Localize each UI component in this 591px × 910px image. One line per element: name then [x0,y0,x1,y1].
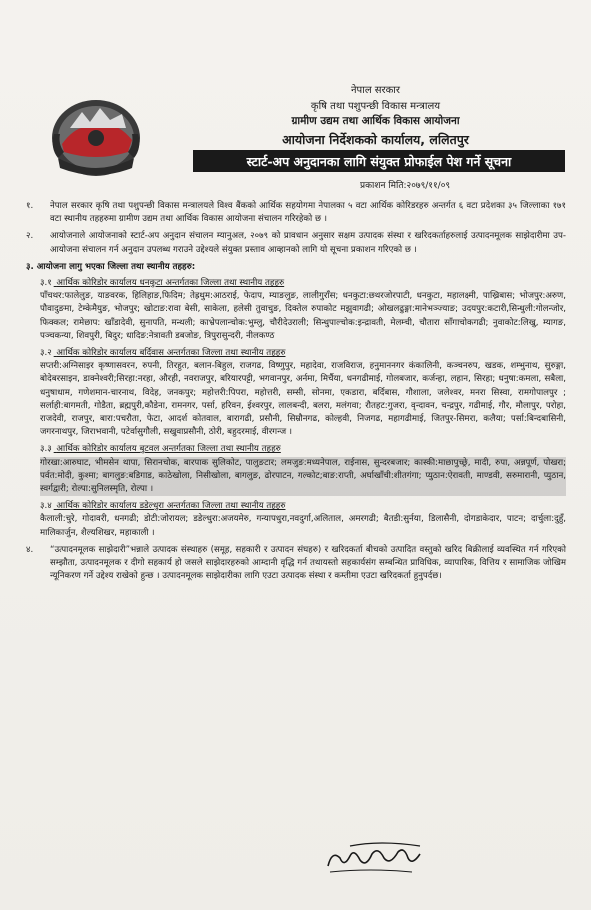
subsection-title [40,443,566,456]
section-3-2 [40,347,566,439]
district-list-highlighted: गोरखा:आरुघाट, भीमसेन थापा, सिरानचोक, बारपाक सुलिकोट, पालुङटार; लमजुङ:मध्यनेपाल, राईनास, सुन्दरबजार; कास्की:माछापुच्छ्रे, मादी, रुपा, अन्नपूर्ण, पोखरा; पर्वत:मोदी, कुश्मा; बागलुङ:बडिगाड, काठेखोला, निसीखोला, बागलुङ, ढोरपाटन, गल्कोट;बाङ:राप्ती, अर्घाखाँची:शीतगंगा; प्युठान:ऐरावती, माण्डवी, सरुमारानी, प्युठान, स्वर्गद्वारी; रोल्पा:सुनिलस्मृति, रोल्पा । [40,457,566,497]
letterhead [0,0,591,190]
section-3-4 [40,500,566,540]
district-list: कैलाली:चुरे, गोदावरी, धनगढी; डोटी:जोरायल; डडेल्धुरा:अजयमेरु, गन्यापधुरा,नवदुर्गा,अलिताल, अमरगढी; बैतडी:सुर्नया, डिलासैनी, दोगडाकेदार, पाटन; दार्चुला:दुहुँ, मालिकार्जुन, शैल्यशिखर, महाकाली । [40,514,566,538]
paragraph-text: आयोजनाले आयोजनाको स्टार्ट-अप अनुदान संचालन म्यानुअल, २०७९ को प्रावधान अनुसार सक्षम उत्पादक संस्था र खरिदकर्ताहरुलाई उत्पादनमूलक साझेदारीमा उप-आयोजना संचालन गर्न अनुदान उपलब्ध गराउने उद्देश्यले संयुक्त प्रस्ताव आव्हानको लागि यो सूचना प्रकाशन गरिएको छ । [50,231,566,255]
paragraph-1 [26,200,566,226]
paragraph-text: नेपाल सरकार कृषि तथा पशुपन्छी विकास मन्त्रालयले विश्व बैंकको आर्थिक सहयोगमा नेपालका ५ वटा आर्थिक कोरिडरहरु अन्तर्गत ६ वटा प्रदेशका ३५ जिल्लाका १७१ वटा स्थानीय तहहरुमा ग्रामीण उद्यम तथा आर्थिक विकास आयोजना संचालन गरिरहेको छ । [50,201,566,225]
paragraph-2 [26,230,566,256]
header-government: नेपाल सरकार [351,85,400,96]
notice-body [26,200,566,587]
header-office: आयोजना निर्देशकको कार्यालय, ललितपुर [282,132,469,147]
paragraph-text: “उत्पादनमूलक साझेदारी”भन्नाले उत्पादक संस्थाहरु (समूह, सहकारी र उत्पादन संघहरु) र खरिदकर्ता बीचको उत्पादित वस्तुको खरिद बिक्रीलाई व्यवस्थित गर्न गरिएको सम्झौता, उत्पादनमूलक र दीगो सहकार्य हो जसले साझेदारहरुको आम्दानी वृद्धि गर्न तथायस्तो सहकार्यसंग सम्बन्धित प्राविधिक, व्यापारिक, वित्तिय र सामाजिक जोखिम न्यूनिकरण गर्ने उद्देश्य राखेको हुन्छ । उत्पादनमूलक साझेदारीका लागि एउटा उत्पादक संस्था र कम्तीमा एउटा खरिदकर्ता हुनुपर्दछ। [50,544,566,582]
nepal-government-emblem-icon [48,88,144,180]
subsection-number: ३.२ [40,348,52,359]
notice-title-banner: स्टार्ट-अप अनुदानका लागि संयुक्त प्रोफाईल पेश गर्ने सूचना [193,150,565,172]
paragraph-number: २. [26,231,34,242]
subsection-heading: आर्थिक कोरिडोर कार्यालय बुटवल अन्तर्गतका जिल्ला तथा स्थानीय तहहरु [56,444,281,455]
paragraph-4 [26,544,566,584]
section-3-1 [40,277,566,343]
subsection-heading: आर्थिक कोरिडोर कार्यालय डडेल्धुरा अन्तर्गतका जिल्ला तथा स्थानीय तहहरु [56,501,286,512]
subsection-title [40,347,566,360]
district-list: पाँचथर:फालेलुङ, याङवरक, हिलिहाङ,फिदिम; तेह्रथुम:आठराई, फेदाप, म्याङलुङ, लालीगुराँस; धनकुटा:छथरजोरपाटी, धनकुटा, महालक्ष्मी, पाख्रिबास; भोजपुर:अरुण, पौवादुङमा, टेम्केमैयुङ, भोजपुर; खोटाङ:रावा बेसी, साकेला, हलेसी तुवाचुङ, दिक्तेल रुपाकोट मझुवागढी; ओखलढुङ्गा:मानेभञ्ज्याङ; उदयपुर:कटारी,सिन्धुली:गोलन्जोर, फिक्कल; रामेछाप: खाँडादेवी, सुनापति, मन्थली; काभ्रेपलान्चोक:भुम्लु, चौरीदेउराली; सिन्धुपाल्चोक:इन्द्रावती, मेलम्ची, चौतारा साँगाचोकगढी; नुवाकोट:लिखु, म्यागङ, पञ्चकन्या, शिवपुरी, बिदुर; धादिङ:नेत्रावती डबजोङ, त्रिपुरासुन्दरी, नीलकण्ठ [40,291,566,341]
publication-date: प्रकाशन मिति:२०७९/११/०९ [360,181,451,191]
section-3-3 [40,443,566,496]
paragraph-number: १. [26,201,34,211]
subsection-number: ३.४ [40,501,52,512]
subsection-number: ३.१ [40,278,52,289]
subsection-heading: आर्थिक कोरिडोर कार्यालय धनकुटा अन्तर्गतका जिल्ला तथा स्थानीय तहहरु [56,278,285,289]
subsection-heading: आर्थिक कोरिडोर कार्यालय बर्दिवास अन्तर्गतका जिल्ला तथा स्थानीय तहहरु [56,348,286,359]
subsection-number: ३.३ [40,444,52,455]
paragraph-number: ४. [26,544,34,555]
header-ministry: कृषि तथा पशुपन्छी विकास मन्त्रालय [310,101,441,112]
subsection-title [40,500,566,513]
handwritten-signature-icon [320,838,440,878]
district-list: सप्तरी:अग्निसाइर कृष्णासवरन, रुपनी, तिरहुत, बलान-बिहुल, राजगढ, विष्णुपुर, महादेवा, राजविराज, हनुमाननगर कंकालिनी, कञ्चनरुप, खडक, शम्भुनाथ, सुरुङ्गा, बोदेबरसाइन, डाक्नेश्वरी;सिरहा:नरहा, औरही, नवराजपुर, बरियारपट्टी, भगवानपुर, अर्नमा, मिर्चैया, धनगढीमाई, गोलबजार, कर्जन्हा, लहान, सिरहा; धनुषा:कमला, सबैला, धनुषाधाम, गणेशमान-चारनाथ, विदेह, जनकपुर; महोत्तरी:पिपरा, महोत्तरी, सम्सी, सोनमा, एकडारा, बर्दिबास, गौशाला, जलेश्वर, मनरा सिस्वा, रामगोपालपुर ; सर्लाही:बागमती, गोडैता, ब्रह्मपुरी,कौडेना, रामनगर, पर्सा, हरिवन, ईश्वरपुर, लालबन्दी, बलरा, मलंगवा; रौतहट:गुजरा, वृन्दावन, चन्द्रपुर, गढीमाई, गौर, मौलापुर, परोहा, राजदेवी, राजपुर, बारा:पचरौता, फेटा, आदर्श कोतवाल, बारागढी, प्रसौनी, सिम्रौनगढ, कोल्हवी, निजगढ, महागढीमाई, जितपुर-सिमरा, कलैया; पर्सा:बिन्दबासिनी, जगरनाथपुर, जिराभवानी, पटेर्वासुगौली, सखुवाप्रसौनी, ठोरी, बहुदरमाई, वीरगन्ज । [40,361,566,438]
header-project: ग्रामीण उद्यम तथा आर्थिक विकास आयोजना [291,115,460,127]
subsection-title [40,277,566,290]
section-3-title: ३. आयोजना लागु भएका जिल्ला तथा स्थानीय तहहरु: [26,261,196,272]
